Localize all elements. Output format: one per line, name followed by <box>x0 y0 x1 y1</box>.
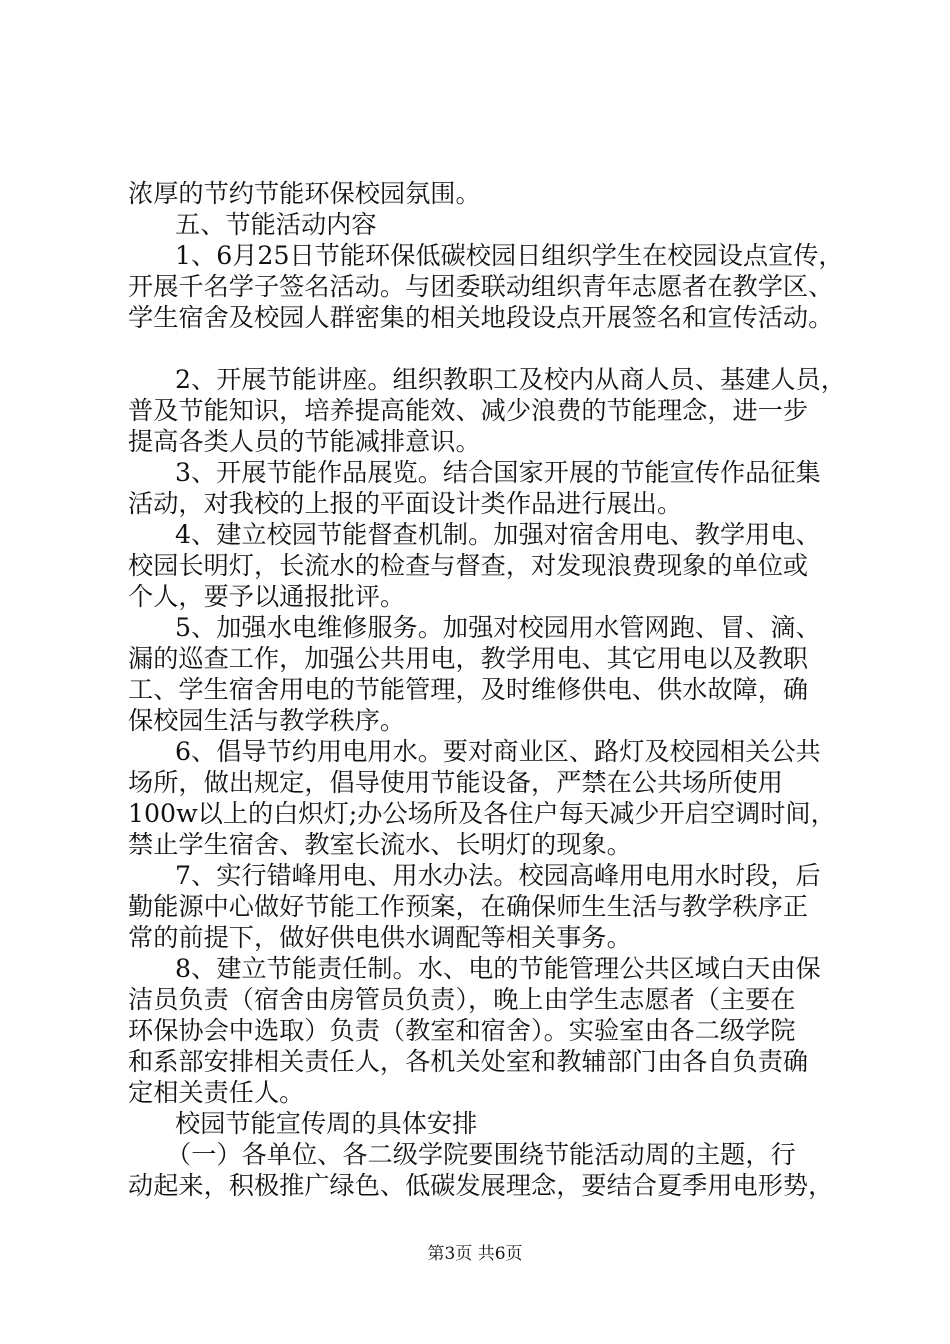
text-line: 4、建立校园节能督查机制。加强对宿舍用电、教学用电、 <box>175 520 821 549</box>
text-line: 活动，对我校的上报的平面设计类作品进行展出。 <box>128 489 683 518</box>
text-line: 学生宿舍及校园人群密集的相关地段设点开展签名和宣传活动。 <box>128 303 834 332</box>
text-line: 2、开展节能讲座。组织教职工及校内从商人员、基建人员， <box>175 365 846 394</box>
text-line: 5、加强水电维修服务。加强对校园用水管网跑、冒、滴、 <box>175 613 821 642</box>
text-line: 场所，做出规定，倡导使用节能设备，严禁在公共场所使用 <box>128 768 783 797</box>
text-line: 个人，要予以通报批评。 <box>128 582 406 611</box>
section-heading: 校园节能宣传周的具体安排 <box>175 1109 478 1138</box>
text-line: 勤能源中心做好节能工作预案，在确保师生生活与教学秩序正 <box>128 892 809 921</box>
text-line: 工、学生宿舍用电的节能管理，及时维修供电、供水故障，确 <box>128 675 809 704</box>
text-line: 8、建立节能责任制。水、电的节能管理公共区域白天由保 <box>175 954 821 983</box>
text-line: 和系部安排相关责任人，各机关处室和教辅部门由各自负责确 <box>128 1047 809 1076</box>
text-line: 环保协会中选取）负责（教室和宿舍）。实验室由各二级学院 <box>128 1016 796 1045</box>
text-line: 禁止学生宿舍、教室长流水、长明灯的现象。 <box>128 830 632 859</box>
text-line: 定相关责任人。 <box>128 1078 305 1107</box>
text-line: 7、实行错峰用电、用水办法。校园高峰用电用水时段，后 <box>175 861 821 890</box>
text-line: 开展千名学子签名活动。与团委联动组织青年志愿者在教学区、 <box>128 272 834 301</box>
section-heading: 五、节能活动内容 <box>175 210 377 239</box>
text-line: 浓厚的节约节能环保校园氛围。 <box>128 179 481 208</box>
text-line: 校园长明灯，长流水的检查与督查，对发现浪费现象的单位或 <box>128 551 809 580</box>
text-line: 3、开展节能作品展览。结合国家开展的节能宣传作品征集 <box>175 458 821 487</box>
text-line: 100w以上的白炽灯;办公场所及各住户每天减少开启空调时间， <box>128 799 836 828</box>
text-line: 常的前提下，做好供电供水调配等相关事务。 <box>128 923 632 952</box>
text-line: 保校园生活与教学秩序。 <box>128 706 406 735</box>
text-line: 1、6月25日节能环保低碳校园日组织学生在校园设点宣传， <box>175 241 844 270</box>
text-line: 洁员负责（宿舍由房管员负责），晚上由学生志愿者（主要在 <box>128 985 796 1014</box>
text-line: （一）各单位、各二级学院要围绕节能活动周的主题，行 <box>166 1140 796 1169</box>
text-line: 漏的巡查工作，加强公共用电，教学用电、其它用电以及教职 <box>128 644 809 673</box>
page-footer: 第3页 共6页 <box>427 1244 523 1264</box>
text-line: 动起来，积极推广绿色、低碳发展理念，要结合夏季用电形势， <box>128 1171 834 1200</box>
text-line: 6、倡导节约用电用水。要对商业区、路灯及校园相关公共 <box>175 737 821 766</box>
text-line: 普及节能知识，培养提高能效、减少浪费的节能理念，进一步 <box>128 396 809 425</box>
text-line: 提高各类人员的节能减排意识。 <box>128 427 481 456</box>
